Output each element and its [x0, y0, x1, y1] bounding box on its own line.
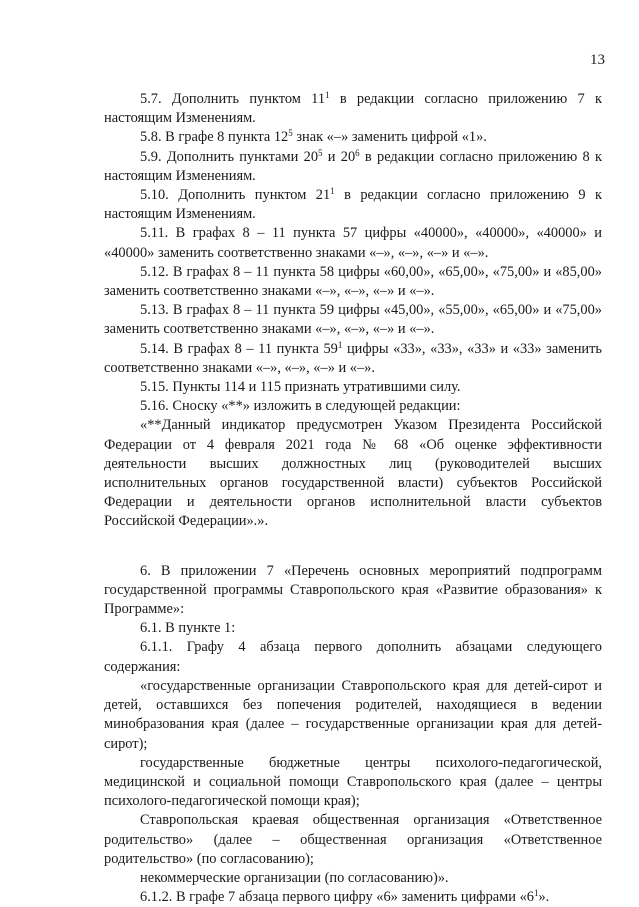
- text-run: «государственные организации Ставропольского края для детей-сирот и детей, оставшихся без попечения родителей, находящиеся в ведении минобразования края (далее – государственные организации края для детей-сирот);: [104, 677, 602, 752]
- text-run: в редакции согласно приложению 7 к настоящим Изменениям.: [104, 91, 602, 127]
- paragraph-p5-8: [104, 128, 602, 147]
- paragraph-p5-9: [104, 148, 602, 186]
- text-run: 6.1.1. Графу 4 абзаца первого дополнить абзацами следующего содержания:: [104, 639, 602, 675]
- paragraph-p-q4: [104, 869, 602, 888]
- paragraph-p-q2: [104, 754, 602, 812]
- text-run: в редакции согласно приложению 8 к настоящим Изменениям.: [104, 148, 602, 184]
- paragraph-p6-1: [104, 619, 602, 638]
- paragraph-p6: [104, 562, 602, 620]
- paragraph-p5-10: [104, 186, 602, 224]
- text-run: цифры «33», «33», «33» и «33» заменить соответственно знаками «–», «–», «–» и «–».: [104, 340, 602, 376]
- paragraph-p5-14: [104, 340, 602, 378]
- paragraph-p5-15: [104, 378, 602, 397]
- paragraph-p5-11: [104, 224, 602, 262]
- text-run: «**Данный индикатор предусмотрен Указом Президента Российской Федерации от 4 февраля 2021 года № 68 «Об оценке эффективности деятельности высших должностных лиц (руководителей высших исполнительных органов государственной власти) субъектов Российской Федерации и деятельности органов исполнительной власти субъектов Российской Федерации».».: [104, 417, 602, 530]
- superscript-index: 5: [318, 147, 323, 158]
- text-run: ».: [538, 889, 550, 906]
- text-run: 5.14. В графах 8 – 11 пункта 59: [140, 340, 338, 357]
- text-run: 5.7. Дополнить пунктом 11: [140, 91, 326, 107]
- superscript-index: 6: [355, 147, 360, 158]
- text-run: государственные бюджетные центры психолого-педагогической, медицинской и социальной помощи Ставропольского края (далее – центры психолого-педагогической помощи края);: [104, 754, 602, 810]
- text-run: Ставропольская краевая общественная организация «Ответственное родительство» (далее – общественная организация «Ответственное родительство» (по согласованию);: [104, 812, 602, 867]
- paragraph-p6-1-1: [104, 638, 602, 676]
- text-run: 6.1.2. В графе 7 абзаца первого цифру «6» заменить цифрами «6: [140, 889, 534, 906]
- text-run: и 20: [322, 148, 356, 165]
- paragraph-p-q3: [104, 811, 602, 869]
- text-run: 5.11. В графах 8 – 11 пункта 57 цифры «40000», «40000», «40000» и «40000» заменить соответственно знаками «–», «–», «–» и «–».: [104, 225, 602, 261]
- text-run: 6.1. В пункте 1:: [140, 620, 236, 637]
- text-run: 5.12. В графах 8 – 11 пункта 58 цифры «60,00», «65,00», «75,00» и «85,00» заменить соответственно знаками «–», «–», «–» и «–».: [104, 263, 602, 300]
- paragraph-p5-16: [104, 397, 602, 416]
- paragraph-p6-1-2: [104, 888, 602, 907]
- text-run: 5.13. В графах 8 – 11 пункта 59 цифры «45,00», «55,00», «65,00» и «75,00» заменить соответственно знаками «–», «–», «–» и «–».: [104, 302, 602, 338]
- text-run: 6. В приложении 7 «Перечень основных мероприятий подпрограмм государственной программы Ставропольского края «Развитие образования» к Программе»:: [104, 562, 602, 618]
- paragraph-p5-12: [104, 263, 602, 301]
- paragraph-p-q1: [104, 677, 602, 754]
- superscript-index: 5: [288, 128, 293, 139]
- text-run: в редакции согласно приложению 9 к настоящим Изменениям.: [104, 187, 602, 223]
- superscript-index: 1: [337, 339, 343, 350]
- paragraph-p5-13: [104, 301, 602, 339]
- text-run: 5.16. Сноску «**» изложить в следующей редакции:: [140, 398, 461, 415]
- text-run: 5.10. Дополнить пунктом 21: [140, 187, 331, 204]
- superscript-index: 1: [325, 90, 330, 100]
- document-body: [104, 90, 602, 907]
- superscript-index: 1: [533, 888, 539, 899]
- page-number: 13: [590, 52, 605, 68]
- text-run: 5.9. Дополнить пунктами 20: [140, 148, 319, 165]
- text-run: знак «–» заменить цифрой «1».: [292, 129, 487, 146]
- paragraph-p5-7: [104, 90, 602, 128]
- paragraph-p-footnote: [104, 416, 602, 531]
- text-run: 5.8. В графе 8 пункта 12: [140, 129, 289, 146]
- paragraph-gap: [104, 532, 602, 562]
- text-run: 5.15. Пункты 114 и 115 признать утратившими силу.: [140, 379, 461, 396]
- superscript-index: 1: [330, 186, 335, 197]
- text-run: некоммерческие организации (по согласованию)».: [140, 869, 449, 886]
